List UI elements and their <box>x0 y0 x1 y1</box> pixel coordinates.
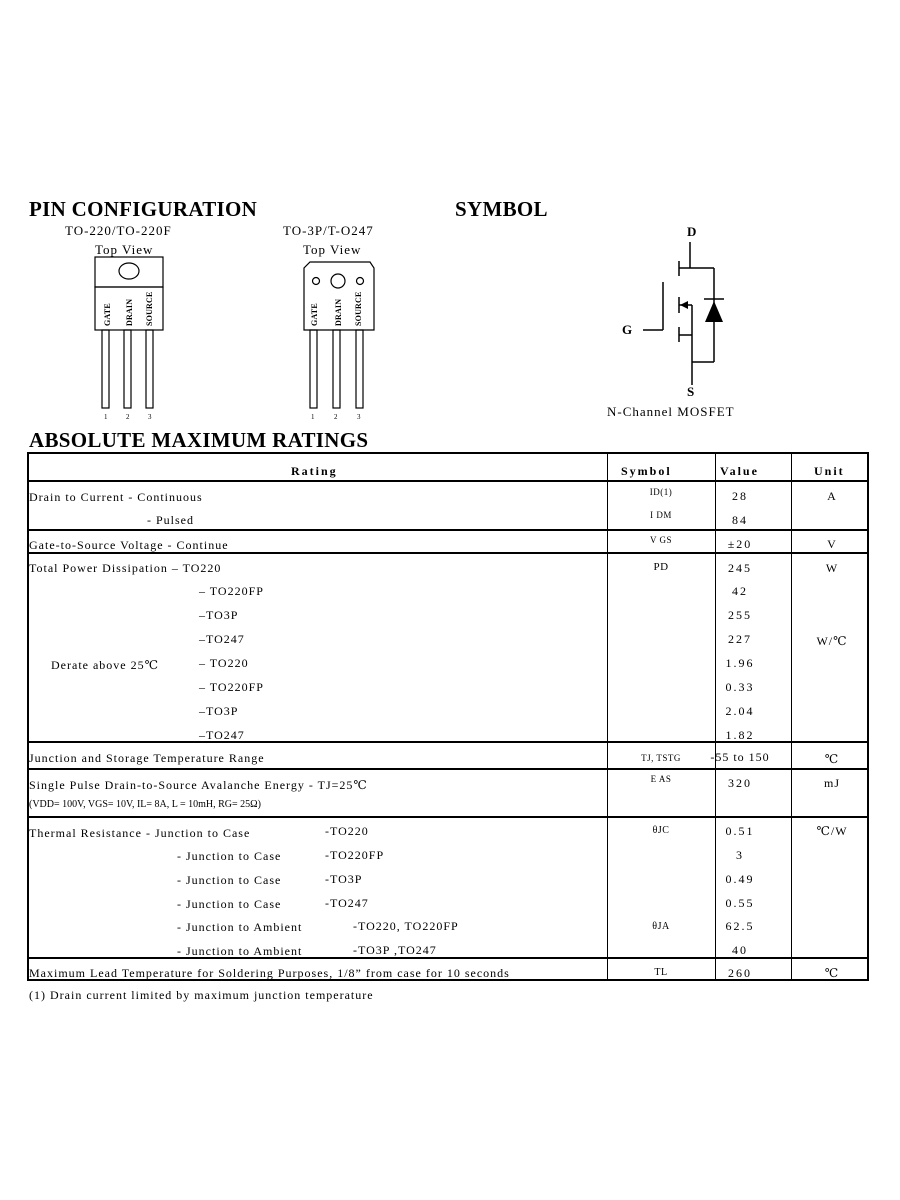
thermal-desc: - Junction to Case <box>177 897 282 911</box>
power-symbol: PD <box>653 561 669 573</box>
thermal-ja-symbol: θJA <box>652 921 670 932</box>
pkg2-name: TO-3P/T-O247 <box>283 223 374 238</box>
drain-current-label: Drain to Current - Continuous <box>29 490 203 504</box>
thermal-package: -TO220, TO220FP <box>353 919 459 933</box>
temperature-symbol: TJ, TSTG <box>641 753 681 763</box>
symbol-caption: N-Channel MOSFET <box>607 404 735 419</box>
temperature-range-label: Junction and Storage Temperature Range <box>29 751 265 765</box>
avalanche-label: Single Pulse Drain-to-Source Avalanche Energy - TJ=25℃ <box>29 778 368 792</box>
header-rating: Rating <box>291 464 338 478</box>
lead-temperature-value: 260 <box>728 966 752 980</box>
header-value: Value <box>720 464 759 478</box>
power-dissipation-label: Total Power Dissipation – TO220 <box>29 561 222 575</box>
pkg1-pin-number: 3 <box>148 413 152 421</box>
pkg2-pin-label: SOURCE <box>354 291 363 326</box>
drain-pulsed-symbol: I DM <box>650 510 672 520</box>
power-sub-label: –TO247 <box>199 632 245 646</box>
drain-unit: A <box>827 489 837 503</box>
body-diode-triangle <box>705 301 723 322</box>
row-divider <box>29 529 867 531</box>
power-value: 1.82 <box>725 728 755 742</box>
avalanche-value: 320 <box>728 776 752 790</box>
footnote: (1) Drain current limited by maximum junction temperature <box>29 988 374 1002</box>
pkg1-view: Top View <box>95 242 154 257</box>
header-unit: Unit <box>814 464 845 478</box>
ratings-title: ABSOLUTE MAXIMUM RATINGS <box>29 428 369 452</box>
symbol-gate-label: G <box>622 322 634 337</box>
temperature-unit: ℃ <box>824 752 840 766</box>
power-value: 42 <box>732 584 748 598</box>
pkg2-pin-number: 3 <box>357 413 361 421</box>
row-divider <box>29 816 867 818</box>
thermal-desc: - Junction to Case <box>177 849 282 863</box>
pkg1-pin-label: DRAIN <box>125 298 134 326</box>
thermal-value: 3 <box>736 848 744 862</box>
to220-package-drawing <box>95 257 163 408</box>
drain-continuous-value: 28 <box>732 489 748 503</box>
power-sub-label: – TO220FP <box>199 584 264 598</box>
thermal-value: 62.5 <box>725 919 755 933</box>
pkg1-name: TO-220/TO-220F <box>65 223 172 238</box>
thermal-resistance-label: Thermal Resistance - Junction to Case <box>29 826 251 840</box>
avalanche-conditions: (VDD= 100V, VGS= 10V, IL= 8A, L = 10mH, RG= 25Ω) <box>29 799 261 810</box>
power-value: 2.04 <box>725 704 755 718</box>
gate-source-value: ±20 <box>727 537 753 551</box>
power-unit: W <box>825 561 839 575</box>
power-sub-label: –TO247 <box>199 728 245 742</box>
thermal-value: 0.51 <box>725 824 755 838</box>
lead-temperature-label: Maximum Lead Temperature for Soldering Purposes, 1/8” from case for 10 seconds <box>29 966 510 980</box>
pkg2-pin-number: 1 <box>311 413 315 421</box>
temperature-value: -55 to 150 <box>710 750 770 764</box>
pin-config-title: PIN CONFIGURATION <box>29 197 258 221</box>
to3p-package-drawing <box>304 262 374 408</box>
pkg1-pin-number: 1 <box>104 413 108 421</box>
power-value: 227 <box>728 632 752 646</box>
thermal-value: 0.55 <box>725 896 755 910</box>
power-sub-label: –TO3P <box>199 608 239 622</box>
symbol-title: SYMBOL <box>455 197 548 221</box>
avalanche-unit: mJ <box>823 776 840 790</box>
power-sub-label: –TO3P <box>199 704 239 718</box>
power-value: 1.96 <box>725 656 755 670</box>
pkg1-pin-label: GATE <box>103 303 112 326</box>
thermal-jc-symbol: θJC <box>652 825 670 836</box>
pkg1-pin-number: 2 <box>126 413 130 421</box>
pkg2-pin-number: 2 <box>334 413 338 421</box>
thermal-package: -TO3P <box>325 872 363 886</box>
drain-continuous-symbol: ID(1) <box>649 487 673 497</box>
pkg2-view: Top View <box>303 242 362 257</box>
thermal-value: 40 <box>732 943 748 957</box>
thermal-package: -TO220 <box>325 824 369 838</box>
power-value: 0.33 <box>725 680 755 694</box>
channel-arrow <box>680 301 688 309</box>
header-symbol: Symbol <box>621 464 672 478</box>
symbol-drain-label: D <box>687 224 698 239</box>
thermal-desc: - Junction to Case <box>177 873 282 887</box>
row-divider <box>29 480 867 482</box>
power-value: 255 <box>728 608 752 622</box>
power-sub-label: – TO220FP <box>199 680 264 694</box>
power-sub-label: – TO220 <box>199 656 249 670</box>
thermal-desc: - Junction to Ambient <box>177 920 303 934</box>
thermal-value: 0.49 <box>725 872 755 886</box>
pkg2-pin-label: GATE <box>310 303 319 326</box>
gate-source-label: Gate-to-Source Voltage - Continue <box>29 538 229 552</box>
lead-temperature-symbol: TL <box>654 967 668 978</box>
lead-temperature-unit: ℃ <box>824 966 840 980</box>
pkg1-pin-label: SOURCE <box>145 291 154 326</box>
derate-unit: W/℃ <box>816 634 848 648</box>
thermal-unit: ℃/W <box>816 824 848 838</box>
thermal-package: -TO3P ,TO247 <box>353 943 437 957</box>
row-divider <box>29 768 867 770</box>
gate-source-symbol: V GS <box>649 535 673 545</box>
thermal-package: -TO220FP <box>325 848 385 862</box>
thermal-package: -TO247 <box>325 896 369 910</box>
symbol-source-label: S <box>687 384 696 399</box>
col-divider <box>607 454 608 979</box>
thermal-desc: - Junction to Ambient <box>177 944 303 958</box>
avalanche-symbol: E AS <box>650 774 672 784</box>
pkg2-pin-label: DRAIN <box>334 298 343 326</box>
ratings-table <box>27 452 869 981</box>
gate-source-unit: V <box>827 537 837 551</box>
power-value: 245 <box>728 561 752 575</box>
drain-pulsed-label: - Pulsed <box>147 513 194 527</box>
drain-pulsed-value: 84 <box>732 513 748 527</box>
derate-label: Derate above 25℃ <box>51 658 160 672</box>
